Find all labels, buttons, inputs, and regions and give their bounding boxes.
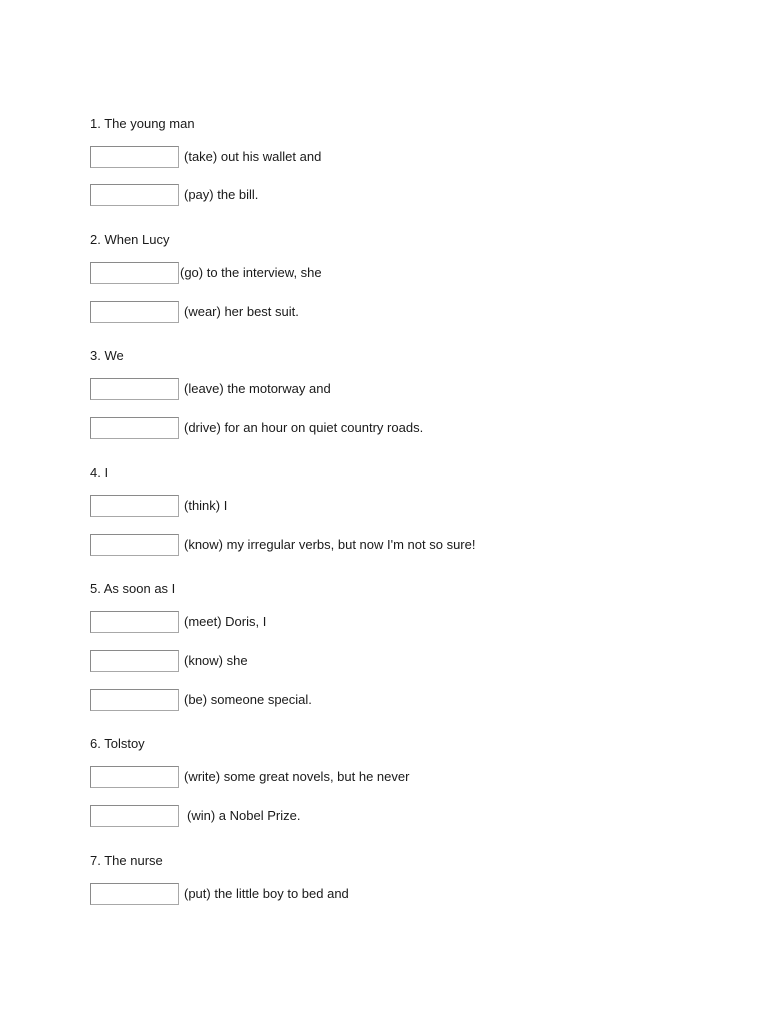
clue-text: (take) out his wallet and [184, 149, 322, 164]
question-3-prompt [90, 345, 124, 367]
question-5-row-1 [90, 611, 266, 633]
question-prompt-text: 1. The young man [90, 116, 195, 131]
question-1-prompt [90, 113, 195, 135]
question-1-row-2 [90, 184, 258, 206]
clue-text: (be) someone special. [184, 692, 312, 707]
clue-text: (leave) the motorway and [184, 381, 331, 396]
question-4-prompt [90, 462, 108, 484]
answer-input-q6-2[interactable] [90, 805, 179, 827]
answer-input-q1-1[interactable] [90, 146, 179, 168]
question-prompt-text: 2. When Lucy [90, 232, 170, 247]
clue-text: (write) some great novels, but he never [184, 769, 410, 784]
question-2-prompt [90, 229, 170, 251]
question-5-row-3 [90, 689, 312, 711]
question-3-row-2 [90, 417, 423, 439]
question-6-prompt [90, 733, 145, 755]
answer-input-q5-2[interactable] [90, 650, 179, 672]
clue-text: (meet) Doris, I [184, 614, 267, 629]
answer-input-q1-2[interactable] [90, 184, 179, 206]
clue-text: (go) to the interview, she [180, 265, 322, 280]
answer-input-q5-3[interactable] [90, 689, 179, 711]
answer-input-q5-1[interactable] [90, 611, 179, 633]
answer-input-q4-2[interactable] [90, 534, 179, 556]
question-2-row-2 [90, 301, 299, 323]
question-5-prompt [90, 578, 175, 600]
question-6-row-2 [90, 805, 300, 827]
answer-input-q3-1[interactable] [90, 378, 179, 400]
question-prompt-text: 7. The nurse [90, 853, 163, 868]
answer-input-q4-1[interactable] [90, 495, 179, 517]
question-3-row-1 [90, 378, 331, 400]
question-5-row-2 [90, 650, 248, 672]
answer-input-q6-1[interactable] [90, 766, 179, 788]
answer-input-q3-2[interactable] [90, 417, 179, 439]
answer-input-q2-1[interactable] [90, 262, 179, 284]
clue-text: (pay) the bill. [184, 187, 259, 202]
question-6-row-1 [90, 766, 409, 788]
question-prompt-text: 4. I [90, 465, 109, 480]
question-2-row-1 [90, 262, 322, 284]
question-1-row-1 [90, 146, 321, 168]
clue-text: (wear) her best suit. [184, 304, 299, 319]
question-7-prompt [90, 850, 163, 872]
clue-text: (win) a Nobel Prize. [187, 808, 301, 823]
question-prompt-text: 6. Tolstoy [90, 736, 145, 751]
question-prompt-text: 5. As soon as I [90, 581, 176, 596]
question-4-row-1 [90, 495, 227, 517]
clue-text: (know) she [184, 653, 248, 668]
clue-text: (think) I [184, 498, 228, 513]
question-7-row-1 [90, 883, 349, 905]
clue-text: (put) the little boy to bed and [184, 886, 349, 901]
question-4-row-2 [90, 534, 475, 556]
answer-input-q2-2[interactable] [90, 301, 179, 323]
answer-input-q7-1[interactable] [90, 883, 179, 905]
clue-text: (know) my irregular verbs, but now I'm not so sure! [184, 537, 476, 552]
question-prompt-text: 3. We [90, 348, 124, 363]
clue-text: (drive) for an hour on quiet country roads. [184, 420, 424, 435]
